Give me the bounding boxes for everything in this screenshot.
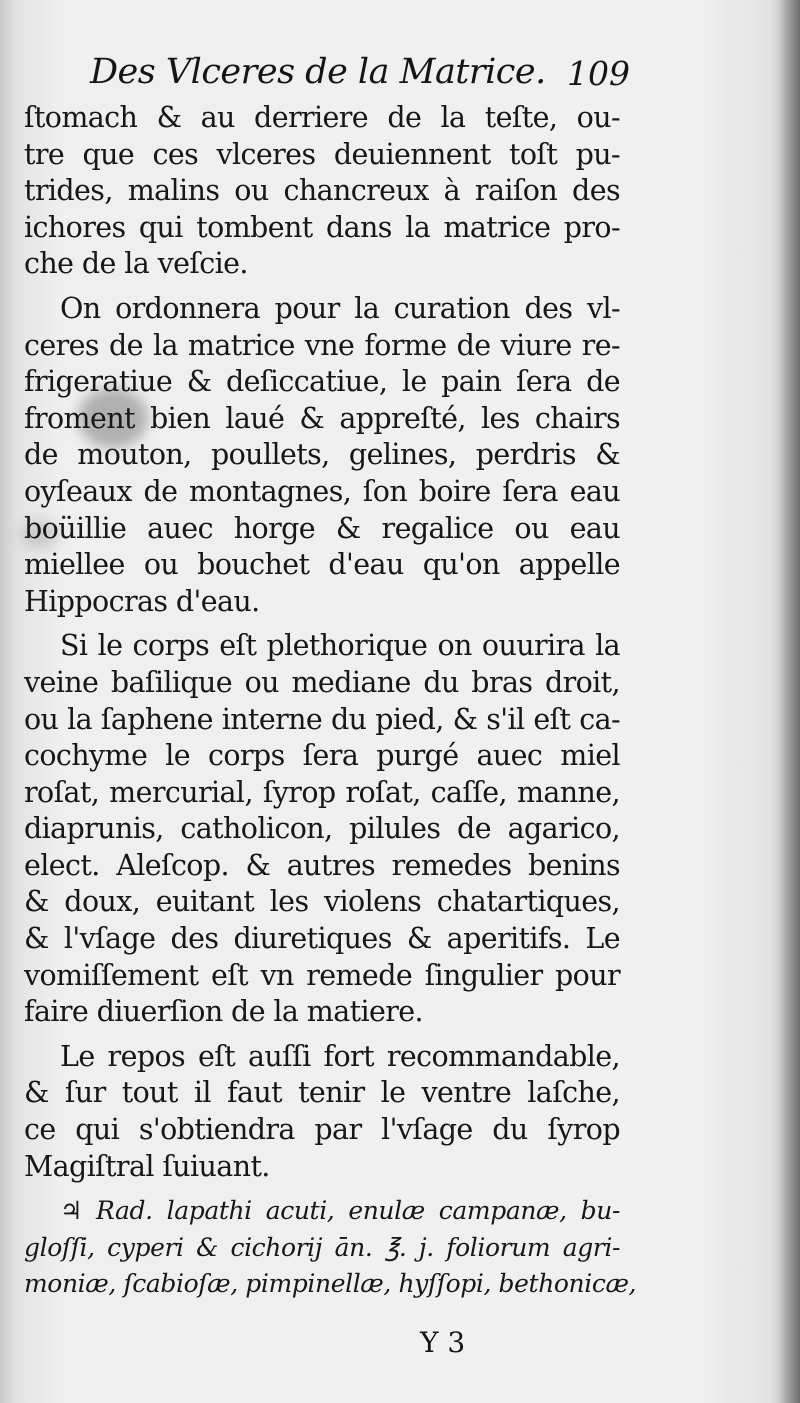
- text-line: veine baſilique ou mediane du bras droit,: [24, 665, 620, 699]
- text-line: faire diuerſion de la matiere.: [24, 995, 423, 1029]
- text-line: Si le corps eſt plethorique on ouurira la: [60, 629, 620, 663]
- text-line: ceres de la matrice vne forme de viure re-: [24, 328, 620, 362]
- text-line: frigeratiue & deſiccatiue, le pain ſera de: [24, 365, 620, 399]
- text-line: ce qui s'obtiendra par l'vſage du ſyrop: [24, 1113, 620, 1147]
- text-line: Le repos eſt auſſi fort recommandable,: [60, 1039, 620, 1073]
- text-line: roſat, mercurial, ſyrop roſat, caſſe, manne,: [24, 775, 620, 809]
- text-line: trides, malins ou chancreux à raiſon des: [24, 174, 620, 208]
- text-line: ichores qui tombent dans la matrice pro-: [24, 210, 620, 244]
- text-line: miellee ou bouchet d'eau qu'on appelle: [24, 548, 620, 582]
- text-line: elect. Aleſcop. & autres remedes benins: [24, 848, 620, 882]
- running-title: Des Vlceres de la Matrice.: [90, 52, 546, 92]
- text-line: tre que ces vlceres deuiennent toſt pu-: [24, 137, 620, 171]
- text-line: oyſeaux de montagnes, ſon boire ſera eau: [24, 474, 620, 508]
- text-line: & doux, euitant les violens chatartiques,: [24, 885, 620, 919]
- recipe-line: moniæ, ſcabioſæ, pimpinellæ, hyſſopi, bethonicæ,: [24, 1269, 637, 1299]
- text-line: ou la ſaphene interne du pied, & s'il eſt ca-: [24, 702, 620, 736]
- text-line: diaprunis, catholicon, pilules de agarico,: [24, 812, 620, 846]
- text-line: & ſur tout il faut tenir le ventre laſche,: [24, 1076, 620, 1110]
- text-line: de mouton, poullets, gelines, perdris &: [24, 438, 620, 472]
- text-line: che de la veſcie.: [24, 247, 248, 281]
- text-line: Hippocras d'eau.: [24, 584, 260, 618]
- text-line: froment bien laué & appreſté, les chairs: [24, 401, 620, 435]
- body-text: [24, 100, 637, 1303]
- text-line: ſtomach & au derriere de la teſte, ou-: [24, 101, 620, 134]
- text-line: cochyme le corps ſera purgé auec miel: [24, 739, 620, 773]
- signature-mark: Y 3: [420, 1326, 466, 1359]
- text-line: & l'vſage des diuretiques & aperitifs. Le: [24, 922, 620, 956]
- text-line: boüillie auec horge & regalice ou eau: [24, 511, 620, 545]
- text-line: Magiſtral ſuiuant.: [24, 1149, 270, 1183]
- page-edge-shadow: [778, 0, 800, 1403]
- page-number: 109: [567, 54, 630, 93]
- recipe-line: ♃ Rad. lapathi acuti, enulæ campanæ, bu-: [60, 1196, 620, 1226]
- text-line: On ordonnera pour la curation des vl-: [60, 291, 620, 325]
- text-line: vomiſſement eſt vn remede ſingulier pour: [24, 958, 620, 992]
- recipe-line: gloſſi, cyperi & cichorij ān. ℥. j. foliorum agri-: [24, 1232, 620, 1262]
- page-header: [90, 52, 630, 102]
